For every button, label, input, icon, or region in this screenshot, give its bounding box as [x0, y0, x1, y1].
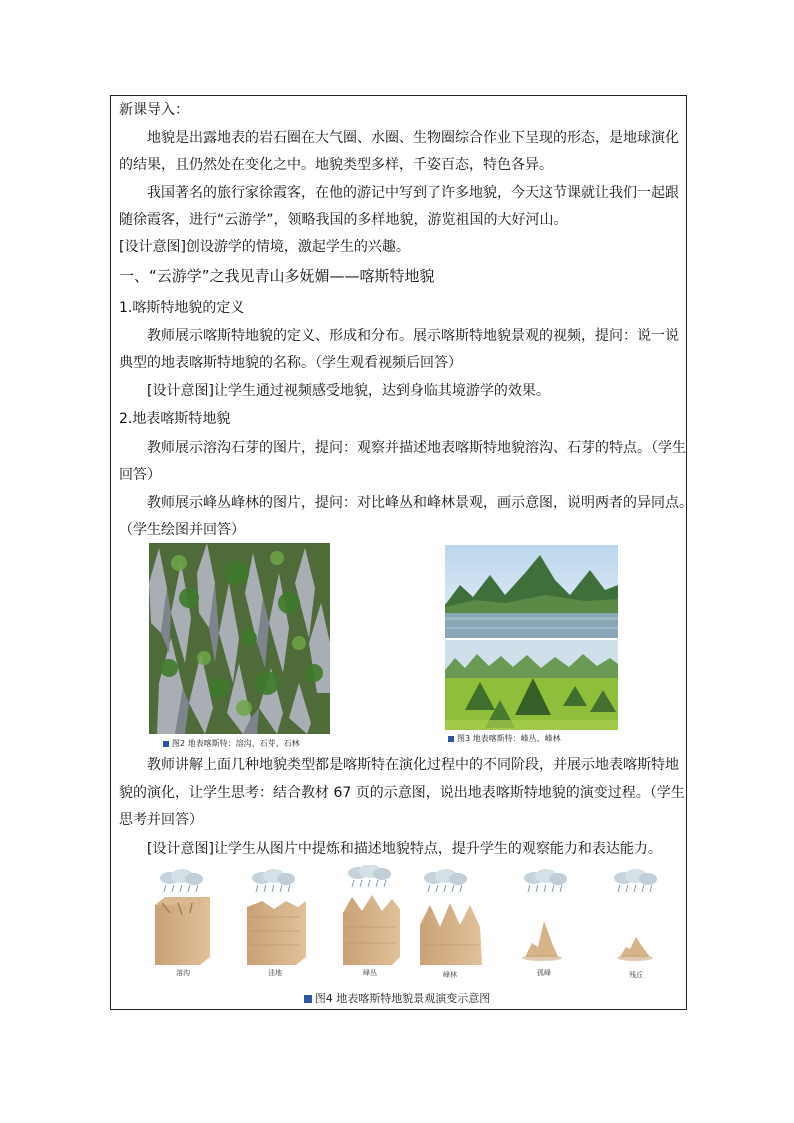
paragraph-line: 教师展示喀斯特地貌的定义、形成和分布。展示喀斯特地貌景观的视频，提问：说一说 — [147, 328, 679, 344]
stage-label: 洼地 — [268, 969, 282, 977]
stage-label: 峰丛 — [363, 969, 377, 977]
stage-label: 峰林 — [443, 971, 457, 979]
paragraph-line: 随徐霞客，进行“云游学”，领略我国的多样地貌，游览祖国的大好河山。 — [119, 212, 568, 228]
figure4-caption — [0, 990, 794, 1006]
figure2-caption — [163, 738, 300, 749]
stone-forest-photo — [149, 543, 330, 734]
figure3-caption — [448, 733, 561, 744]
paragraph-line: 教师讲解上面几种地貌类型都是喀斯特在演化过程中的不同阶段，并展示地表喀斯特地 — [147, 757, 679, 773]
stage-label: 溶沟 — [176, 969, 190, 977]
paragraph-line: 回答） — [119, 467, 161, 483]
section-heading-karst: 一、“云游学”之我见青山多妩媚——喀斯特地貌 — [119, 267, 435, 285]
paragraph-line: 思考并回答） — [119, 812, 203, 828]
paragraph-line: 教师展示溶沟石芽的图片，提问：观察并描述地表喀斯特地貌溶沟、石芽的特点。（学生 — [147, 440, 686, 456]
stage-label: 孤峰 — [537, 969, 551, 977]
paragraph-line: 貌的演化，让学生思考：结合教材 67 页的示意图，说出地表喀斯特地貌的演变过程。（学生 — [119, 785, 685, 801]
figure2-caption-text: 图2 地表喀斯特：溶沟、石芽、石林 — [172, 739, 300, 748]
caption-marker-icon — [163, 741, 169, 747]
stage-label: 残丘 — [629, 971, 643, 979]
paragraph-line: （学生绘图并回答） — [119, 522, 245, 538]
peak-forest-river-photo — [445, 545, 618, 638]
subheading-surface-karst: 2.地表喀斯特地貌 — [119, 411, 231, 427]
caption-marker-icon — [304, 995, 312, 1003]
section-heading-intro: 新课导入： — [119, 102, 189, 118]
paragraph-line: 我国著名的旅行家徐霞客，在他的游记中写到了许多地貌，今天这节课就让我们一起跟 — [147, 185, 679, 201]
paragraph-line: 典型的地表喀斯特地貌的名称。（学生观看视频后回答） — [119, 355, 462, 371]
design-intent-line: [设计意图]让学生从图片中提炼和描述地貌特点，提升学生的观察能力和表达能力。 — [147, 841, 662, 857]
karst-evolution-diagram — [150, 865, 660, 980]
caption-marker-icon — [448, 736, 454, 742]
paragraph-line: 教师展示峰丛峰林的图片，提问：对比峰丛和峰林景观，画示意图，说明两者的异同点。 — [147, 495, 693, 511]
design-intent-line: [设计意图]创设游学的情境，激起学生的兴趣。 — [119, 239, 410, 255]
design-intent-line: [设计意图]让学生通过视频感受地貌，达到身临其境游学的效果。 — [147, 383, 550, 399]
paragraph-line: 的结果，且仍然处在变化之中。地貌类型多样，千姿百态，特色各异。 — [119, 157, 553, 173]
figure4-caption-text: 图4 地表喀斯特地貌景观演变示意图 — [314, 992, 491, 1005]
subheading-definition: 1.喀斯特地貌的定义 — [119, 300, 245, 316]
figure3-caption-text: 图3 地表喀斯特：峰丛、峰林 — [457, 734, 561, 743]
paragraph-line: 地貌是出露地表的岩石圈在大气圈、水圈、生物圈综合作业下呈现的形态，是地球演化 — [147, 130, 679, 146]
peak-cluster-field-photo — [445, 640, 618, 730]
